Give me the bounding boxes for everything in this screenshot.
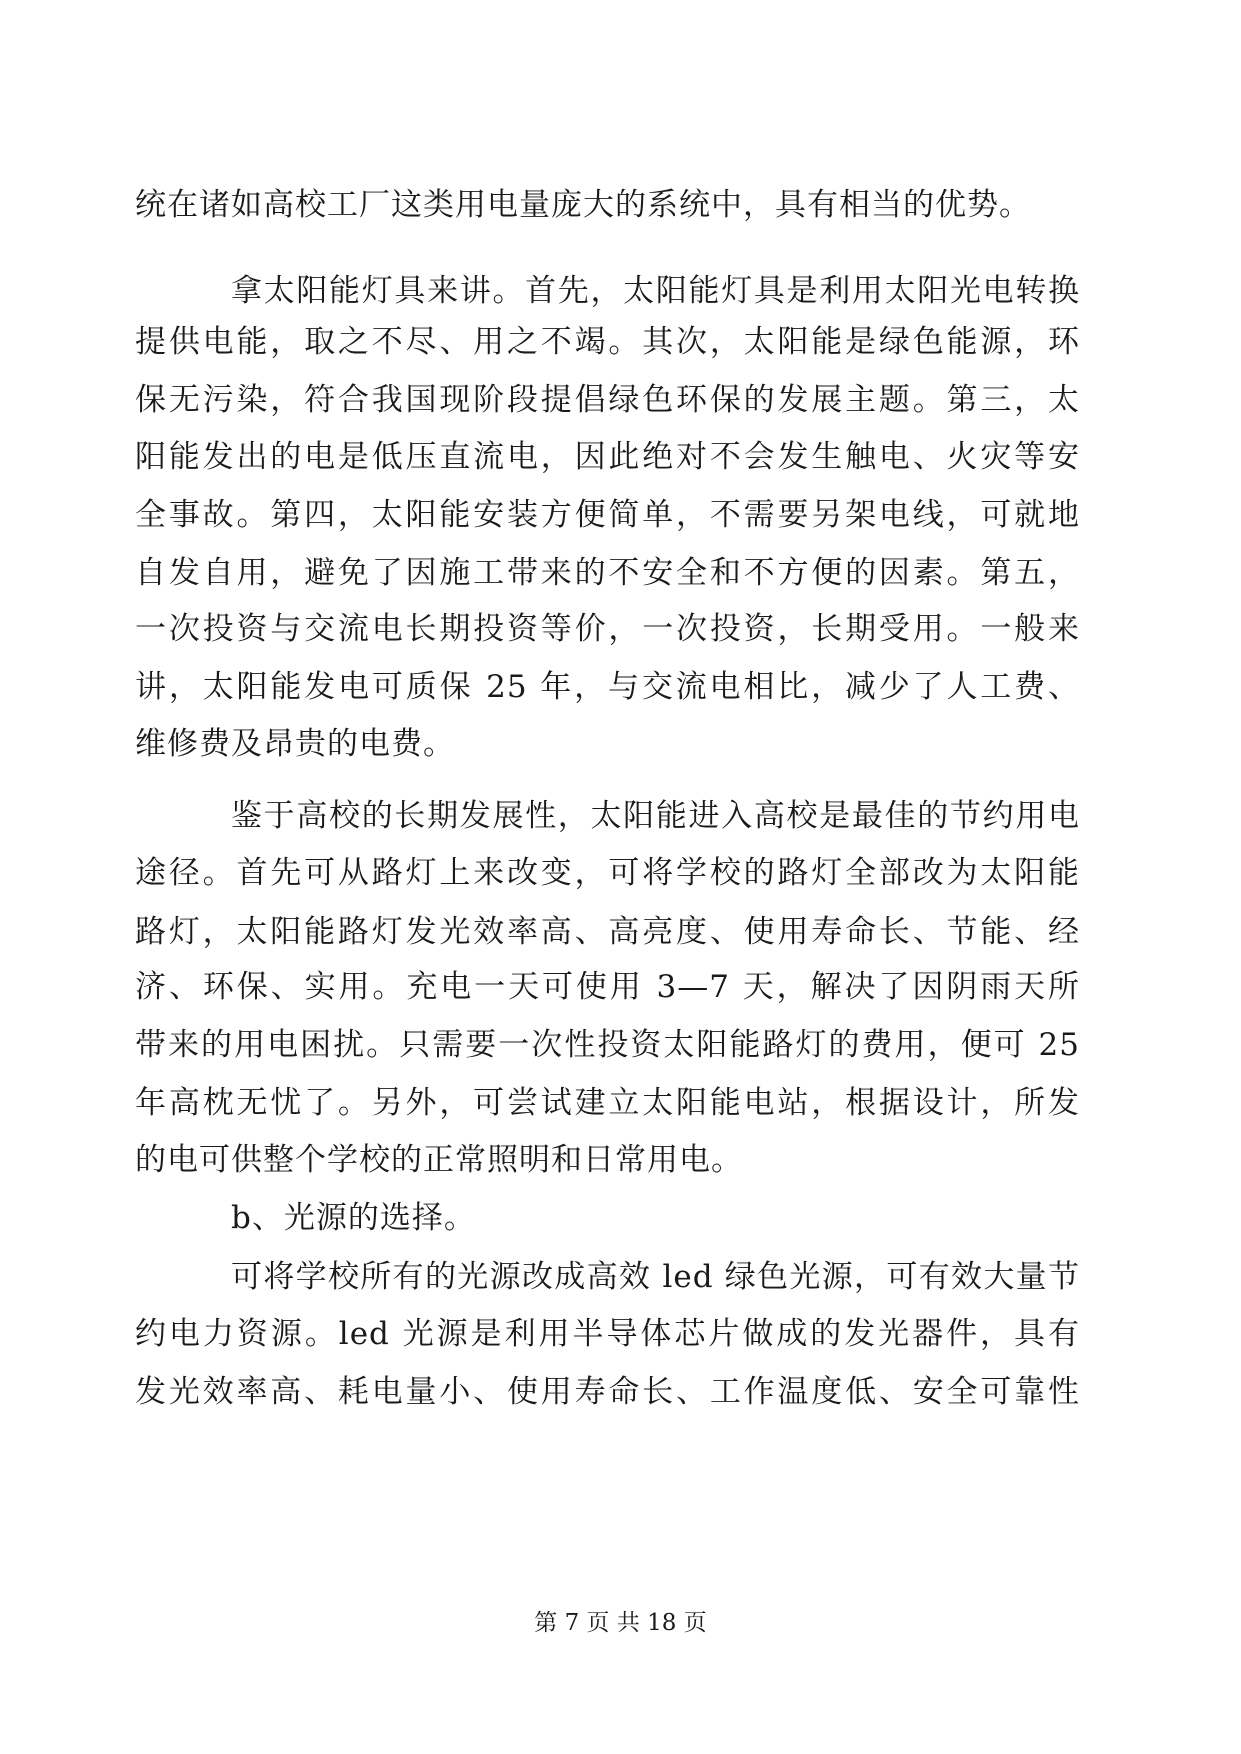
text-line: 统在诸如高校工厂这类用电量庞大的系统中，具有相当的优势。 [135,187,1031,223]
text-line: 阳能发出的电是低压直流电，因此绝对不会发生触电、火灾等安 [135,439,1080,475]
text-line: 约电力资源。led 光源是利用半导体芯片做成的发光器件，具有 [135,1316,1080,1352]
page-number-footer: 第 7 页 共 18 页 [534,1610,707,1636]
paragraph-start-line: 可将学校所有的光源改成高效 led 绿色光源，可有效大量节 [231,1259,1080,1295]
text-line: 一次投资与交流电长期投资等价，一次投资，长期受用。一般来 [135,611,1080,647]
text-line: 全事故。第四，太阳能安装方便简单，不需要另架电线，可就地 [135,497,1080,533]
paragraph-start-line: 拿太阳能灯具来讲。首先，太阳能灯具是利用太阳光电转换 [231,273,1080,309]
text-line: 年高枕无忧了。另外，可尝试建立太阳能电站，根据设计，所发 [135,1085,1080,1121]
text-line: 提供电能，取之不尽、用之不竭。其次，太阳能是绿色能源，环 [135,324,1080,360]
text-line: 讲，太阳能发电可质保 25 年，与交流电相比，减少了人工费、 [135,669,1080,705]
text-line: 的电可供整个学校的正常照明和日常用电。 [135,1142,743,1178]
text-line: 保无污染，符合我国现阶段提倡绿色环保的发展主题。第三，太 [135,382,1080,418]
section-heading: b、光源的选择。 [231,1200,476,1236]
text-line: 维修费及昂贵的电费。 [135,726,455,762]
text-line: 带来的用电困扰。只需要一次性投资太阳能路灯的费用，便可 25 [135,1027,1080,1063]
text-line: 自发自用，避免了因施工带来的不安全和不方便的因素。第五， [135,555,1080,591]
text-line: 济、环保、实用。充电一天可使用 3—7 天，解决了因阴雨天所 [135,969,1080,1005]
text-line: 发光效率高、耗电量小、使用寿命长、工作温度低、安全可靠性 [135,1374,1080,1410]
text-line: 途径。首先可从路灯上来改变，可将学校的路灯全部改为太阳能 [135,855,1080,891]
paragraph-start-line: 鉴于高校的长期发展性，太阳能进入高校是最佳的节约用电 [231,798,1080,834]
text-line: 路灯，太阳能路灯发光效率高、高亮度、使用寿命长、节能、经 [135,914,1080,950]
